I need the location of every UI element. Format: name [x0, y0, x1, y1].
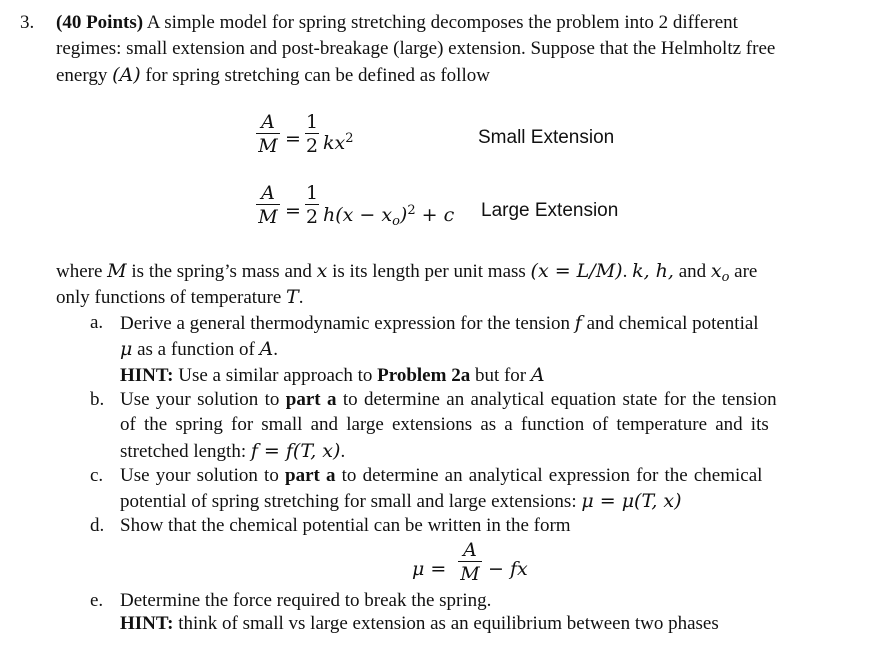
part-c-label: c.	[90, 465, 104, 486]
part-a-hint: HINT: Use a similar approach to Problem 2a but for A	[120, 364, 545, 386]
fraction-one-half: 1 2	[305, 182, 319, 228]
part-e-hint: HINT: think of small vs large extension as an equilibrium between two phases	[120, 613, 719, 634]
problem-intro-line-3: energy (A) for spring stretching can be defined as follow	[56, 64, 490, 86]
problem-intro-line-2: regimes: small extension and post-breakage (large) extension. Suppose that the Helmholtz free	[56, 38, 776, 59]
part-b-line-1: Use your solution to part a to determine an analytical equation state for the tension	[120, 389, 777, 410]
equals-sign: =	[285, 200, 301, 222]
chemical-potential-lhs: μ =	[412, 558, 447, 580]
helmholtz-symbol: (A)	[112, 64, 141, 86]
large-extension-label: Large Extension	[481, 200, 619, 221]
part-a-label: a.	[90, 312, 104, 333]
small-extension-rhs: $kx^2$	[323, 131, 354, 154]
part-b-line-3: stretched length: f = f(T, x).	[120, 440, 346, 462]
where-line-2: only functions of temperature T.	[56, 286, 304, 308]
equals-sign: =	[285, 128, 301, 150]
fraction-a-over-m: A M	[256, 112, 280, 156]
part-e-label: e.	[90, 590, 104, 611]
fraction-a-over-m: A M	[256, 183, 280, 227]
part-c-line-2: potential of spring stretching for small and large extensions: μ = μ(T, x)	[120, 490, 682, 512]
fraction-one-half: 1 2	[305, 111, 319, 157]
problem-number: 3.	[20, 12, 35, 33]
part-d-line-1: Show that the chemical potential can be written in the form	[120, 515, 571, 536]
small-extension-label: Small Extension	[478, 127, 615, 148]
chemical-potential-rhs: − fx	[488, 558, 528, 580]
problem-points: (40 Points)	[56, 12, 144, 33]
part-b-line-2: of the spring for small and large extensions as a function of temperature and its	[120, 414, 769, 435]
part-a-line-1: Derive a general thermodynamic expression for the tension f and chemical potential	[120, 312, 759, 334]
problem-intro-line-1: (40 Points) A simple model for spring stretching decomposes the problem into 2 different	[56, 12, 738, 33]
part-d-label: d.	[90, 515, 105, 536]
where-line-1: where M is the spring’s mass and x is its length per unit mass (x = L/M). k, h, and $x_o$ are	[56, 260, 758, 285]
part-b-label: b.	[90, 389, 105, 410]
part-e-line-1: Determine the force required to break the spring.	[120, 590, 492, 611]
part-a-line-2: μ as a function of A.	[120, 338, 278, 360]
part-c-line-1: Use your solution to part a to determine an analytical expression for the chemical	[120, 465, 763, 486]
fraction-a-over-m: A M	[458, 540, 482, 584]
large-extension-rhs: $h(x - x_o)^2 + c$	[323, 203, 455, 229]
